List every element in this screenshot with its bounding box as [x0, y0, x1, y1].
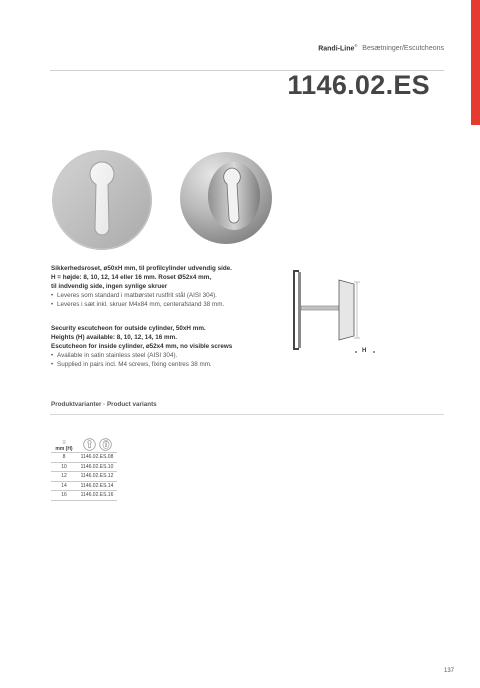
product-code-cell: 1146.02.ES.16	[77, 491, 117, 501]
escutcheon-flat-icon	[83, 438, 96, 451]
description-en-line: Security escutcheon for outside cylinder, 50xH mm.	[51, 325, 206, 332]
height-column-label: mm (H)	[55, 446, 73, 452]
product-code-cell: 1146.02.ES.08	[77, 453, 117, 463]
height-cell: 12	[51, 472, 77, 482]
escutcheon-raised-icon	[99, 438, 112, 451]
variants-header-row	[51, 430, 117, 453]
height-icon: ≡	[62, 440, 66, 446]
product-code-cell: 1146.02.ES.14	[77, 481, 117, 491]
description-english	[51, 325, 301, 370]
description-en-bullet: • Available in satin stainless steel (AISI 304).	[51, 352, 301, 361]
page-number: 137	[444, 668, 455, 674]
description-en-bullet: • Supplied in pairs incl. M4 screws, fixing centres 38 mm.	[51, 361, 301, 370]
description-en-line: Heights (H) available: 8, 10, 12, 14, 16 mm.	[51, 333, 177, 341]
variants-table	[51, 430, 117, 501]
table-row	[51, 491, 117, 501]
product-code-title: 1146.02.ES	[287, 70, 430, 100]
height-dimension-label: H	[362, 348, 367, 354]
escutcheon-raised-image	[176, 146, 276, 246]
table-row	[51, 472, 117, 482]
category-label: Besætninger/Escutcheons	[362, 45, 444, 53]
product-code-cell: 1146.02.ES.12	[77, 472, 117, 482]
brand-name: Randi-Line	[318, 45, 355, 53]
description-da-line: Sikkerhedsroset, ø50xH mm, til profilcylinder udvendig side.	[51, 265, 232, 272]
description-en-line: Escutcheon for inside cylinder, ø52x4 mm, no visible screws	[51, 342, 233, 350]
product-code-cell: 1146.02.ES.10	[77, 462, 117, 472]
description-da-bullet: • Leveres i sæt inkl. skruer M4x84 mm, centerafstand 38 mm.	[51, 301, 301, 310]
section-color-tab	[471, 0, 480, 125]
escutcheon-flat-image	[50, 148, 154, 252]
height-cell: 14	[51, 481, 77, 491]
height-cell: 10	[51, 462, 77, 472]
table-row	[51, 453, 117, 463]
height-cell: 8	[51, 453, 77, 463]
height-cell: 16	[51, 491, 77, 501]
table-row	[51, 481, 117, 491]
brand-mark: ®	[354, 43, 358, 48]
technical-drawing	[290, 262, 390, 362]
height-column-header	[51, 430, 77, 453]
description-da-line: H = højde: 8, 10, 12, 14 eller 16 mm. Roset Ø52x4 mm,	[51, 273, 212, 281]
variants-divider	[50, 414, 444, 415]
product-column-header	[77, 430, 117, 453]
description-danish	[51, 265, 301, 310]
description-da-bullet: • Leveres som standard i matbørstet rustfrit stål (AISI 304).	[51, 292, 301, 301]
table-row	[51, 462, 117, 472]
description-da-line: til indvendig side, ingen synlige skruer	[51, 282, 168, 290]
page-header	[318, 43, 444, 52]
product-variants-heading: Produktvarianter · Product variants	[51, 401, 157, 408]
